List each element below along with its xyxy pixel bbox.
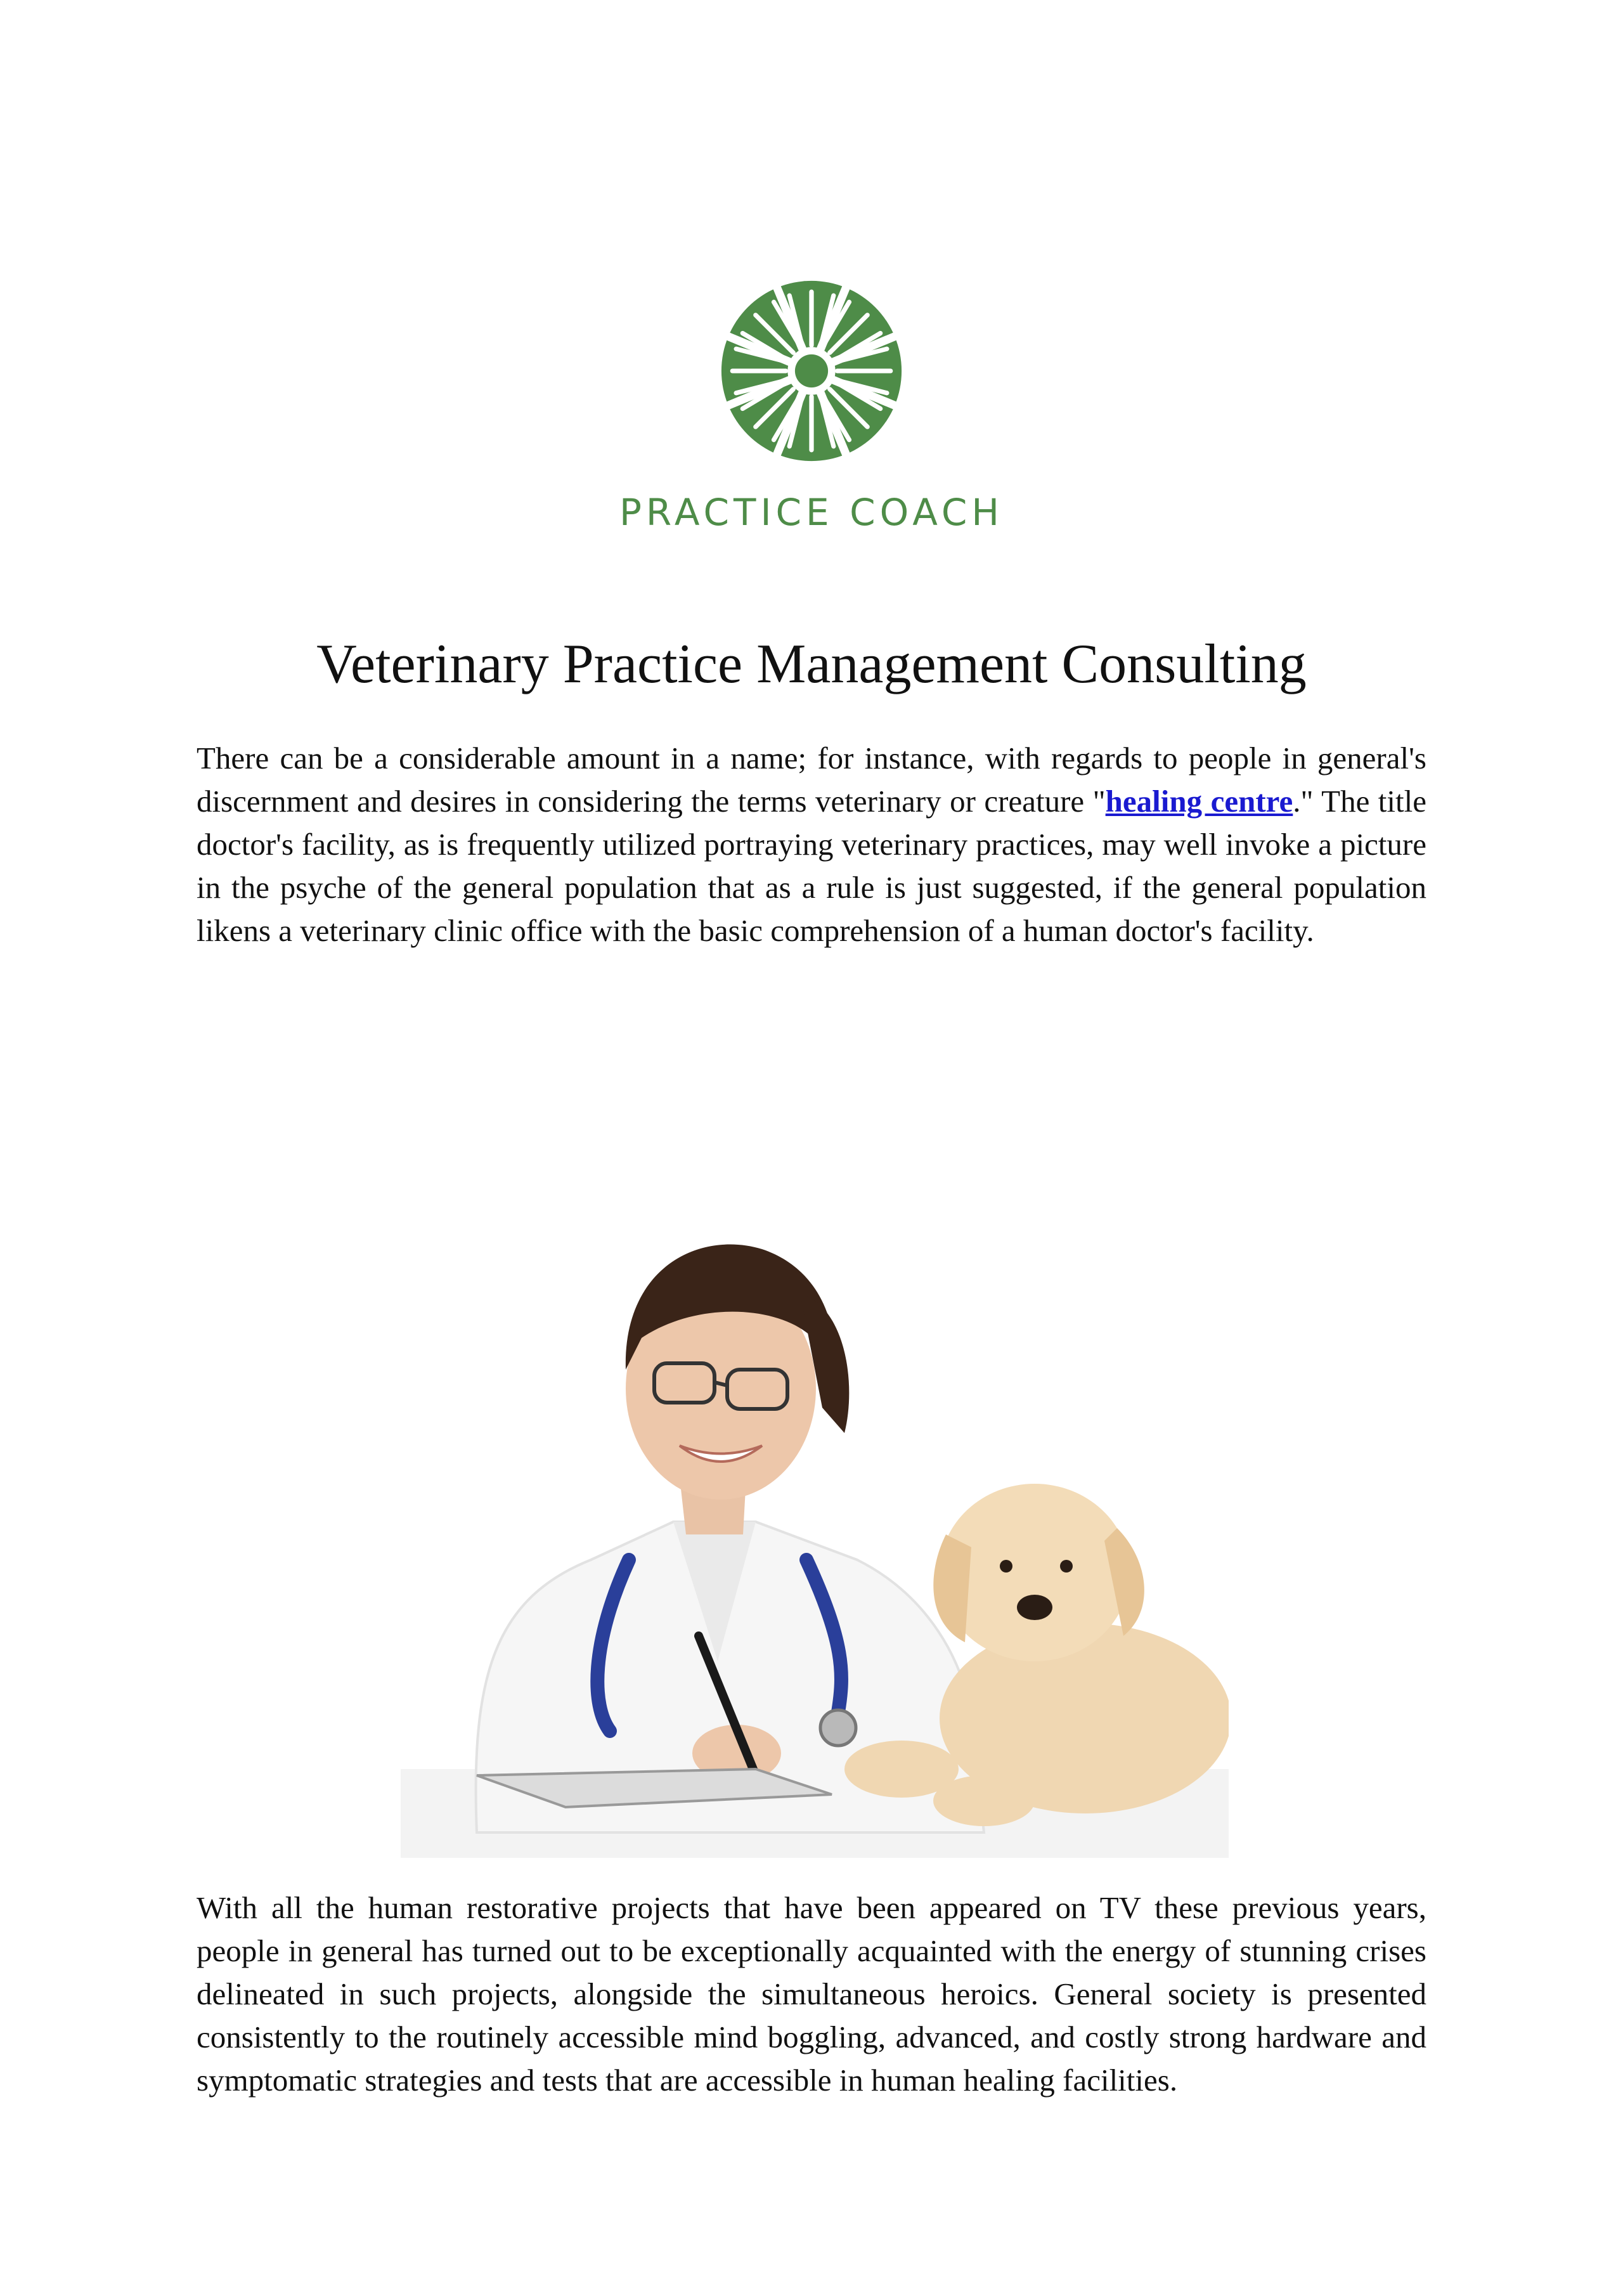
intro-text-after-link: ." The title doctor's facility, as is frequently utilized portraying veterinary practices, may well invoke a picture in the psyche of the general population that as a rule is just suggested, if the general population likens a veterinary clinic office with the basic comprehension of a human doctor's facility.: [197, 784, 1426, 948]
brand-logo: [0, 279, 1623, 534]
vet-with-puppy-illustration: [401, 1040, 1229, 1858]
intro-paragraph: [197, 737, 1426, 952]
brand-name: PRACTICE COACH: [619, 491, 1004, 534]
body-paragraph: With all the human restorative projects that have been appeared on TV these previous years, people in general has turned out to be exceptionally acquainted with the energy of stunning crises delineated in such projects, alongside the simultaneous heroics. General society is presented consistently to the routinely accessible mind boggling, advanced, and costly strong hardware and symptomatic strategies and tests that are accessible in human healing facilities.: [197, 1890, 1426, 2098]
intro-text-before-link: There can be a considerable amount in a name; for instance, with regards to people in general's discernment and desires in considering the terms veterinary or creature ": [197, 741, 1426, 819]
page-title: Veterinary Practice Management Consulting: [316, 633, 1307, 695]
vet-with-puppy-photo: [401, 1040, 1229, 1858]
flower-logo-icon: [720, 279, 903, 463]
healing-centre-link[interactable]: healing centre: [1105, 784, 1293, 819]
